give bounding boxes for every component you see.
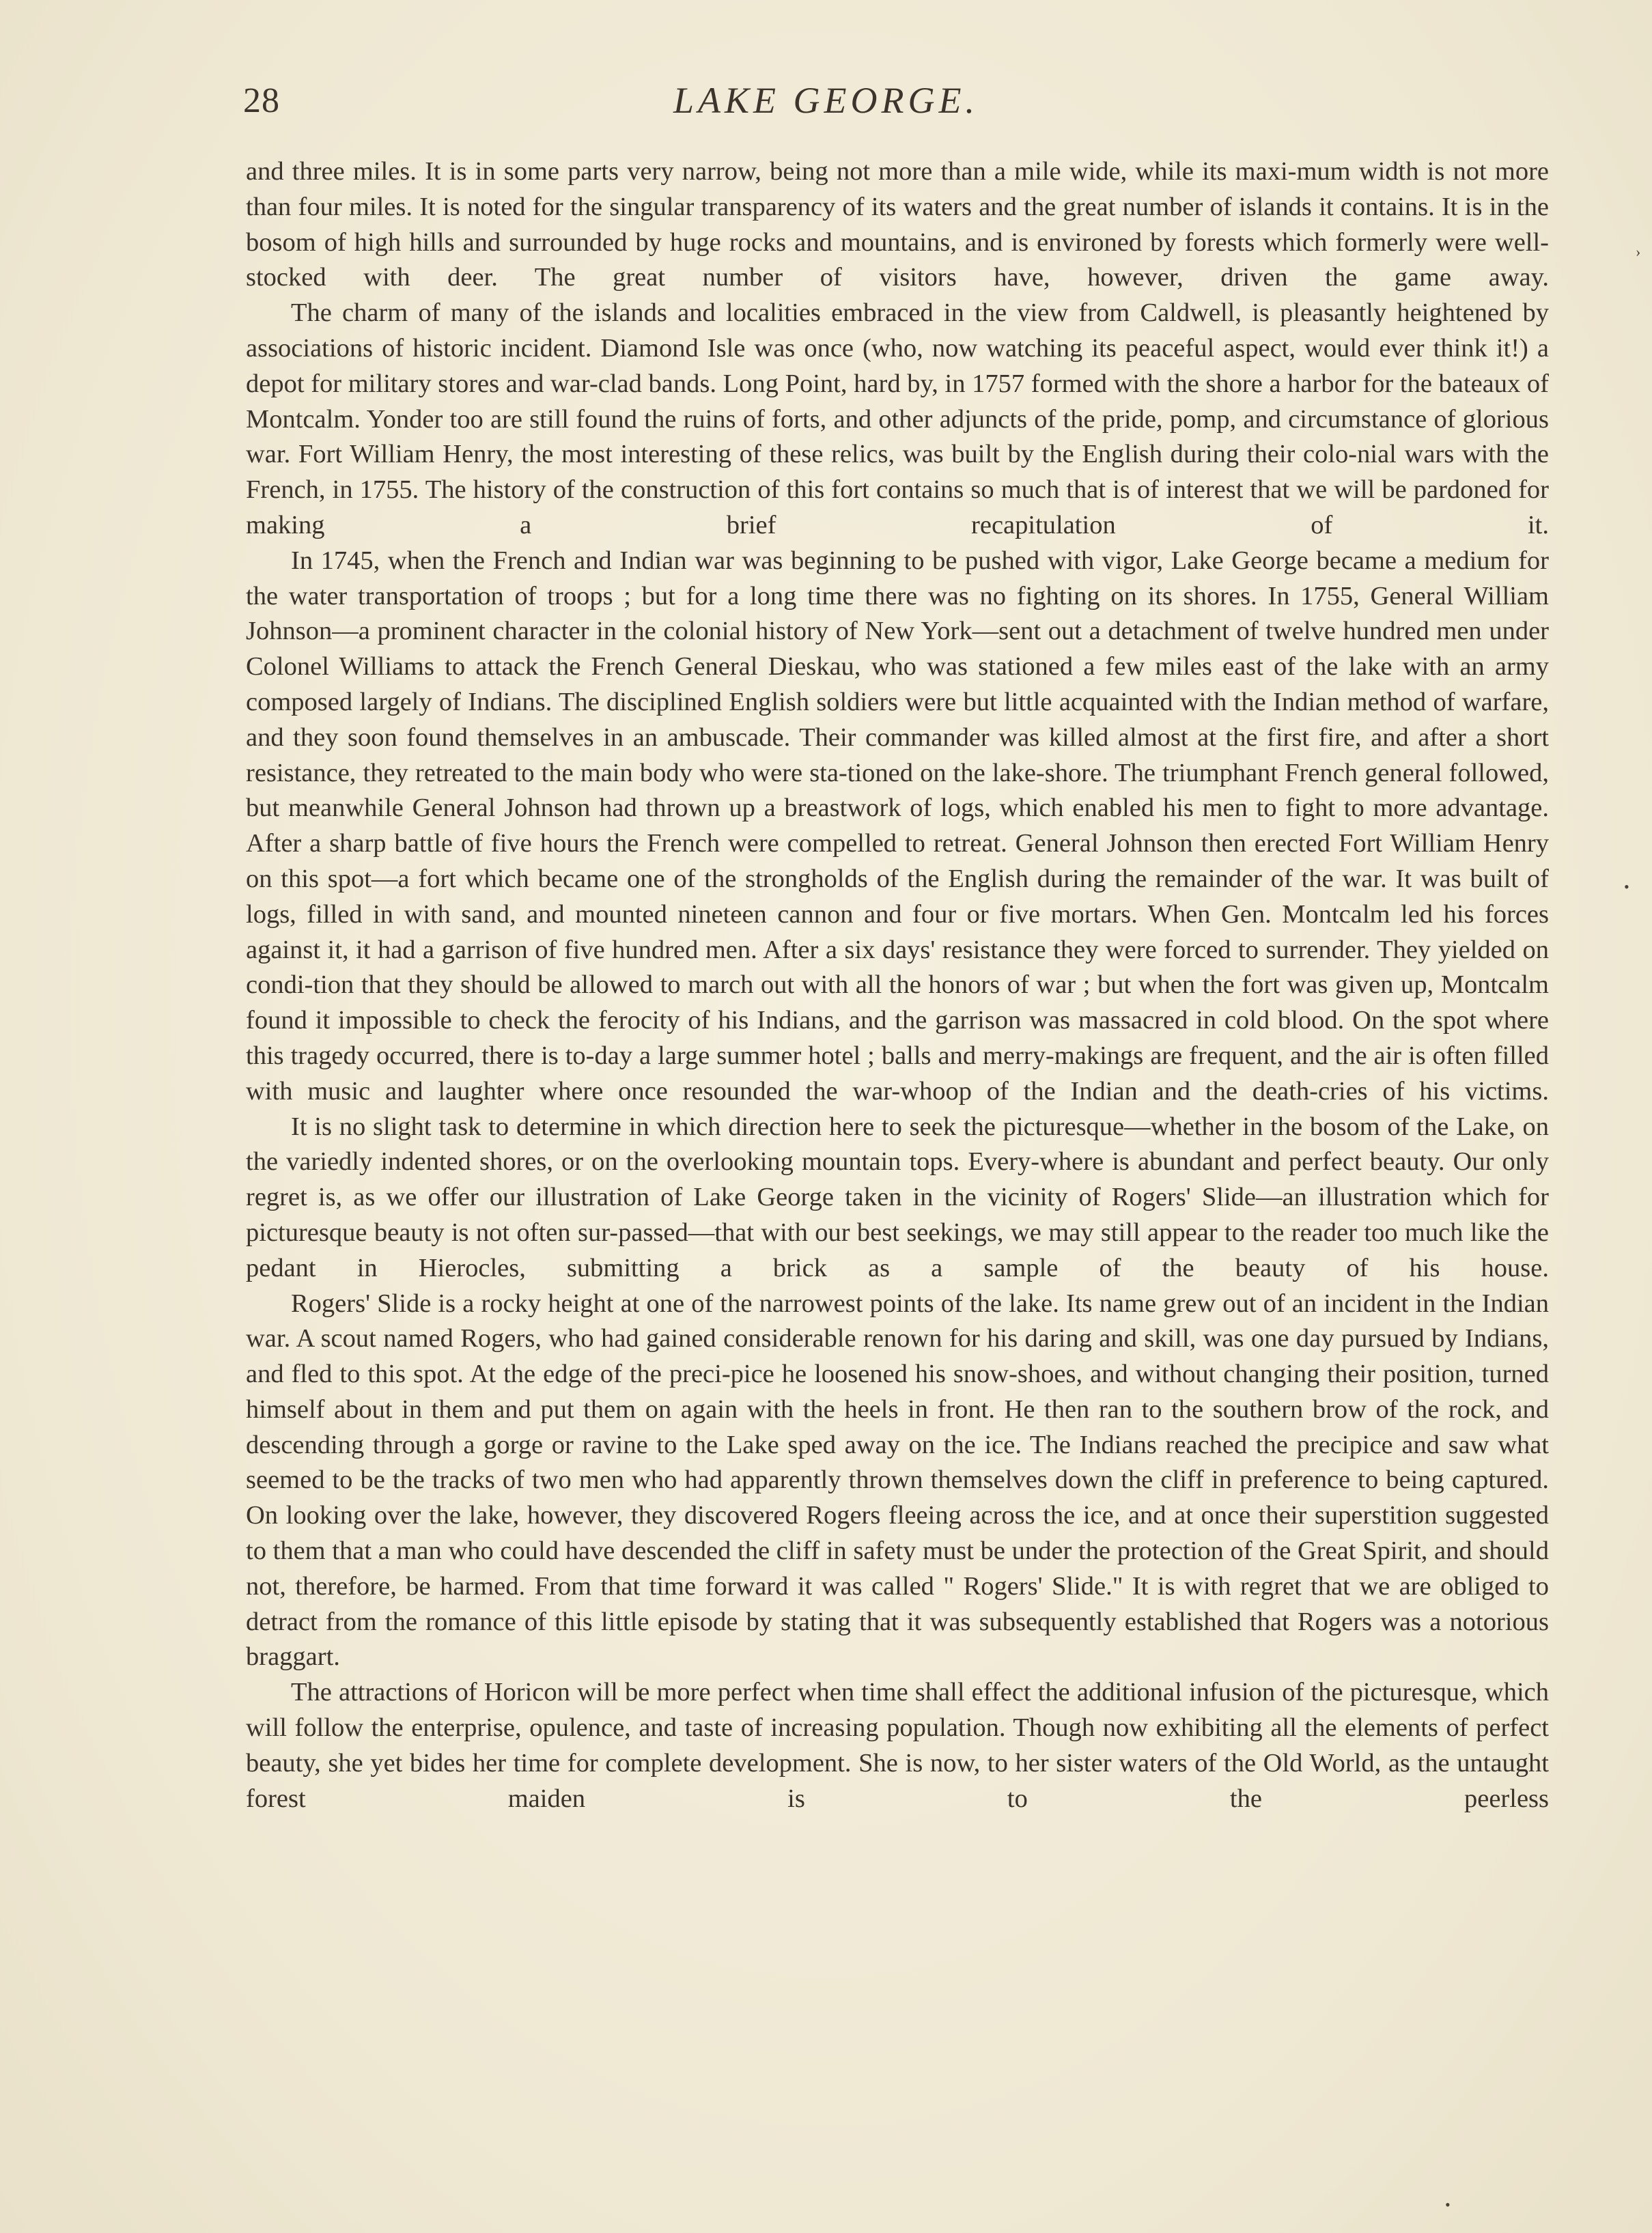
margin-mark: • bbox=[1445, 2196, 1451, 2213]
running-title: LAKE GEORGE. bbox=[673, 80, 979, 121]
paragraph-2: The charm of many of the islands and localities embraced in the view from Caldwell, is pleasantly heightened by associations of historic incident. Diamond Isle was once (who, now watching its peaceful aspect, would ever think it!) a depot for military stores and war-clad bands. Long Point, hard by, in 1757 formed with the shore a harbor for the bateaux of Montcalm. Yonder too are still found the ruins of forts, and other adjuncts of the pride, pomp, and circumstance of glorious war. Fort William Henry, the most interesting of these relics, was built by the English during their colo-nial wars with the French, in 1755. The history of the construction of this fort contains so much that is of interest that we will be pardoned for making a brief recapitulation of it. bbox=[246, 298, 1549, 539]
paragraph-6: The attractions of Horicon will be more perfect when time shall effect the additional infusion of the picturesque, which will follow the enterprise, opulence, and taste of increasing population. Though now exhibiting all the elements of perfect beauty, she yet bides her time for complete development. She is now, to her sister waters of the Old World, as the untaught forest maiden is to the peerless bbox=[246, 1678, 1549, 1813]
paragraph-4: It is no slight task to determine in which direction here to seek the picturesque—whether in the bosom of the Lake, on the variedly indented shores, or on the overlooking mountain tops. Every-where is abundant and perfect beauty. Our only regret is, as we offer our illustration of Lake George taken in the vicinity of Rogers' Slide—an illustration which for picturesque beauty is not often sur-passed—that with our best seekings, we may still appear to the reader too much like the pedant in Hierocles, submitting a brick as a sample of the beauty of his house. bbox=[246, 1112, 1549, 1282]
margin-mark: • bbox=[1624, 878, 1629, 895]
page-number: 28 bbox=[243, 81, 280, 120]
margin-mark: › bbox=[1636, 243, 1641, 260]
paragraph-1: and three miles. It is in some parts very narrow, being not more than a mile wide, while its maxi-mum width is not more than four miles. It is noted for the singular transparency of its waters and the great number of islands it contains. It is in the bosom of high hills and surrounded by huge rocks and mountains, and is environed by forests which formerly were well-stocked with deer. The great number of visitors have, however, driven the game away. bbox=[246, 157, 1549, 292]
paragraph-5: Rogers' Slide is a rocky height at one of the narrowest points of the lake. Its name grew out of an incident in the Indian war. A scout named Rogers, who had gained considerable renown for his daring and skill, was one day pursued by Indians, and fled to this spot. At the edge of the preci-pice he loosened his snow-shoes, and without changing their position, turned himself about in them and put them on again with the heels in front. He then ran to the southern brow of the rock, and descending through a gorge or ravine to the Lake sped away on the ice. The Indians reached the precipice and saw what seemed to be the tracks of two men who had apparently thrown themselves down the cliff in preference to being captured. On looking over the lake, however, they discovered Rogers fleeing across the ice, and at once their superstition suggested to them that a man who could have descended the cliff in safety must be under the protection of the Great Spirit, and should not, therefore, be harmed. From that time forward it was called " Rogers' Slide." It is with regret that we are obliged to detract from the romance of this little episode by stating that it was subsequently established that Rogers was a notorious braggart. bbox=[246, 1289, 1549, 1672]
paragraph-3: In 1745, when the French and Indian war was beginning to be pushed with vigor, Lake George became a medium for the water transportation of troops ; but for a long time there was no fighting on its shores. In 1755, General William Johnson—a prominent character in the colonial history of New York—sent out a detachment of twelve hundred men under Colonel Williams to attack the French General Dieskau, who was stationed a few miles east of the lake with an army composed largely of Indians. The disciplined English soldiers were but little acquainted with the Indian method of warfare, and they soon found themselves in an ambuscade. Their commander was killed almost at the first fire, and after a short resistance, they retreated to the main body who were sta-tioned on the lake-shore. The triumphant French general followed, but meanwhile General Johnson had thrown up a breastwork of logs, which enabled his men to fight to more advantage. After a sharp battle of five hours the French were compelled to retreat. General Johnson then erected Fort William Henry on this spot—a fort which became one of the strongholds of the English during the remainder of the war. It was built of logs, filled in with sand, and mounted nineteen cannon and four or five mortars. When Gen. Montcalm led his forces against it, it had a garrison of five hundred men. After a six days' resistance they were forced to surrender. They yielded on condi-tion that they should be allowed to march out with all the honors of war ; but when the fort was given up, Montcalm found it impossible to check the ferocity of his Indians, and the garrison was massacred in cold blood. On the spot where this tragedy occurred, there is to-day a large summer hotel ; balls and merry-makings are frequent, and the air is often filled with music and laughter where once resounded the war-whoop of the Indian and the death-cries of his victims. bbox=[246, 546, 1549, 1106]
body-text bbox=[246, 154, 1549, 1816]
